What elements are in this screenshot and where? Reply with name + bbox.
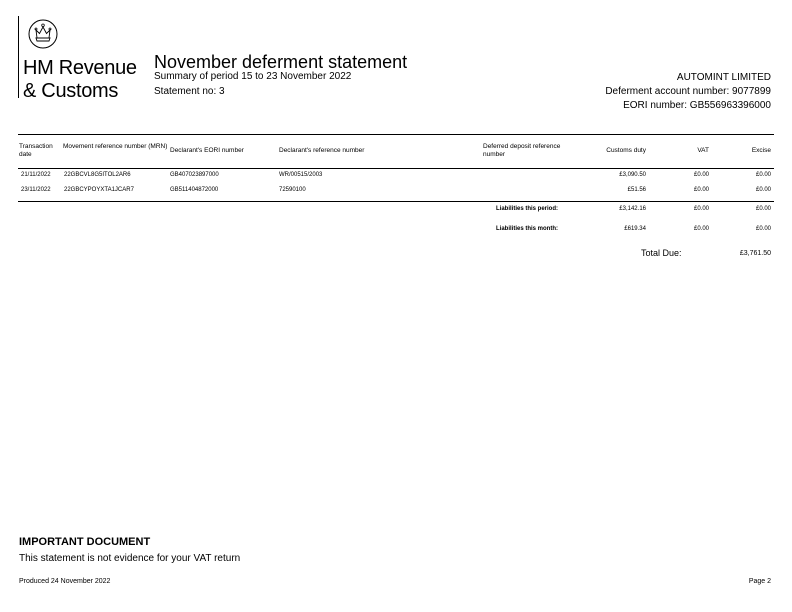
liabilities-month-vat: £0.00: [693, 226, 709, 232]
header-excise: Excise: [751, 147, 771, 154]
vat-evidence-note: This statement is not evidence for your VAT return: [19, 553, 241, 564]
table-row-1-eori: GB407023897000: [170, 172, 219, 178]
liabilities-period-vat: £0.00: [693, 206, 709, 212]
table-row-2-reference: 72590100: [279, 187, 306, 193]
liabilities-month-excise: £0.00: [755, 226, 771, 232]
table-row-1-excise: £0.00: [755, 172, 771, 178]
table-row-2-mrn: 22GBCYPOYXTA1JCAR7: [64, 187, 134, 193]
table-row-1-date: 21/11/2022: [21, 172, 51, 178]
header-movement-reference: Movement reference number (MRN): [63, 143, 168, 150]
logo-text-line1: HM Revenue: [23, 57, 137, 79]
liabilities-period-customs-duty: £3,142.16: [619, 206, 646, 212]
statement-title: November deferment statement: [154, 52, 408, 72]
table-row-1-mrn: 22GBCVL8G5ITOL2AR6: [64, 172, 131, 178]
important-document-heading: IMPORTANT DOCUMENT: [19, 536, 151, 548]
logo-divider: [18, 16, 19, 98]
page-number: Page 2: [748, 578, 771, 585]
liabilities-period-excise: £0.00: [755, 206, 771, 212]
table-top-rule: [18, 134, 774, 135]
table-row-1-customs-duty: £3,090.50: [619, 172, 646, 178]
table-row-2-customs-duty: £51.56: [627, 187, 646, 193]
total-due-label: Total Due:: [641, 248, 682, 258]
table-row-2-vat: £0.00: [693, 187, 709, 193]
total-due-value: £3,761.50: [739, 250, 771, 257]
header-declarant-reference: Declarant's reference number: [279, 147, 365, 154]
company-name: AUTOMINT LIMITED: [676, 72, 771, 83]
table-bottom-rule: [18, 201, 774, 202]
table-row-2-date: 23/11/2022: [21, 187, 51, 193]
table-row-1-vat: £0.00: [693, 172, 709, 178]
table-header-rule: [18, 168, 774, 169]
deferment-account-number: Deferment account number: 9077899: [605, 86, 771, 97]
header-declarant-eori: Declarant's EORI number: [170, 147, 244, 154]
produced-date: Produced 24 November 2022: [19, 578, 111, 585]
header-deferred-deposit-reference: Deferred deposit reference number: [483, 143, 561, 158]
table-row-2-excise: £0.00: [755, 187, 771, 193]
statement-number: Statement no: 3: [154, 86, 225, 97]
table-row-2-eori: GB511404872000: [170, 187, 219, 193]
liabilities-month-label: Liabilities this month:: [496, 226, 559, 232]
logo-text-line2: & Customs: [23, 80, 119, 102]
liabilities-period-label: Liabilities this period:: [496, 206, 559, 212]
eori-number: EORI number: GB556963396000: [623, 100, 771, 111]
liabilities-month-customs-duty: £619.34: [624, 226, 646, 232]
header-transaction-date: Transaction date: [19, 143, 53, 158]
table-row-1-reference: WR/00515/2003: [279, 172, 323, 178]
statement-period-summary: Summary of period 15 to 23 November 2022: [154, 71, 352, 82]
header-vat: VAT: [697, 147, 709, 154]
header-customs-duty: Customs duty: [606, 147, 646, 154]
royal-crest-icon: [28, 17, 58, 51]
